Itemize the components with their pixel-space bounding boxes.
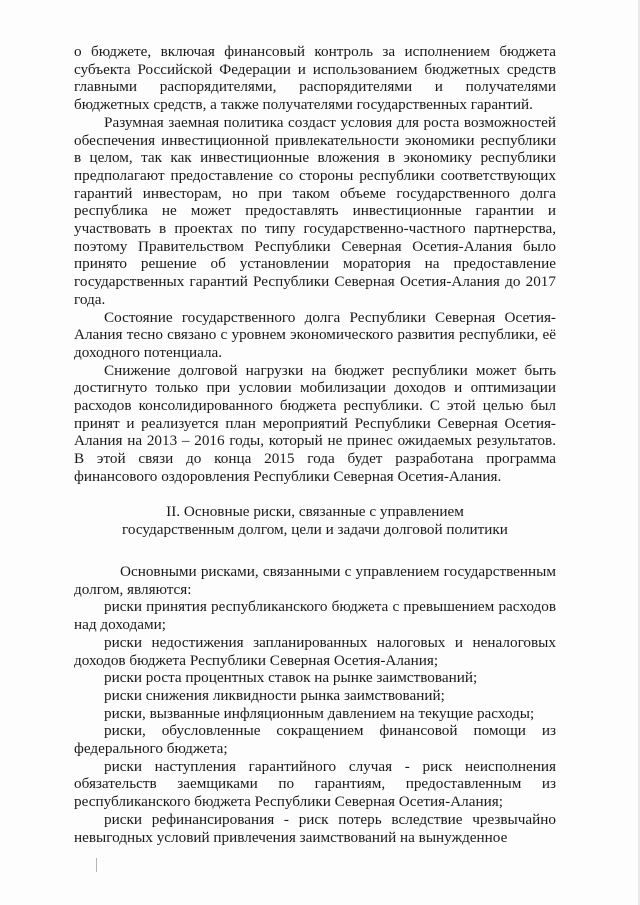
section-heading-line-2: государственным долгом, цели и задачи долговой политики — [122, 520, 508, 538]
paragraph-debt-state: Состояние государственного долга Республики Северная Осетия-Алания тесно связано с уровнем экономического развития республики, её доходного потенциала. — [74, 308, 556, 361]
risk-item-federal-aid: риски, обусловленные сокращением финансовой помощи из федерального бюджета; — [74, 722, 556, 758]
paragraph-budget-control: о бюджете, включая финансовый контроль за исполнением бюджета субъекта Российской Федерации и использованием бюджетных средств главными распорядителями, распорядителями и получателями бюджетных средств, а также получателями государственных гарантий. — [74, 43, 556, 114]
risk-item-liquidity: риски снижения ликвидности рынка заимствований; — [104, 686, 445, 704]
risk-item-guarantee-case: риски наступления гарантийного случая - риск неисполнения обязательств заемщиками по гарантиям, предоставленным из республиканского бюджета Республики Северная Осетия-Алания; — [74, 757, 556, 811]
scan-mark — [96, 858, 97, 872]
paragraph-risks-intro: Основными рисками, связанными с управлением государственным долгом, являются: — [74, 563, 556, 598]
risk-item-inflation: риски, вызванные инфляционным давлением на текущие расходы; — [104, 704, 535, 722]
section-heading-line-1: II. Основные риски, связанные с управлением — [166, 503, 464, 520]
risk-item-deficit: риски принятия республиканского бюджета с превышением расходов над доходами; — [74, 598, 556, 634]
section-heading — [74, 503, 556, 538]
text-block-top — [74, 43, 556, 486]
text-block-risks — [74, 563, 556, 846]
paragraph-borrowing-policy: Разумная заемная политика создаст условия для роста возможностей обеспечения инвестиционной привлекательности экономики республики в целом, так как инвестиционные вложения в экономику республики предполагают предоставление со стороны республики соответствующих гарантий инвесторам, но при таком объеме государственного долга республика не может предоставлять инвестиционные гарантии и участвовать в проектах по типу государственно-частного партнерства, поэтому Правительством Республики Северная Осетия-Алания было принято решение об установлении моратория на предоставление государственных гарантий Республики Северная Осетия-Алания до 2017 года. — [74, 113, 556, 308]
risk-item-revenue-shortfall: риски недостижения запланированных налоговых и неналоговых доходов бюджета Республики Северная Осетия-Алания; — [74, 633, 556, 669]
risk-item-interest-rates: риски роста процентных ставок на рынке заимствований; — [104, 669, 478, 687]
paragraph-debt-reduction: Снижение долговой нагрузки на бюджет республики может быть достигнуто только при условии мобилизации доходов и оптимизации расходов консолидированного бюджета республики. С этой целью был принят и реализуется план мероприятий Республики Северная Осетия-Алания на 2013 – 2016 годы, который не принес ожидаемых результатов. В этой связи до конца 2015 года будет разработана программа финансового оздоровления Республики Северная Осетия-Алания. — [74, 361, 556, 485]
risk-item-refinancing: риски рефинансирования - риск потерь вследствие чрезвычайно невыгодных условий привлечения заимствований на вынужденное — [74, 810, 556, 846]
